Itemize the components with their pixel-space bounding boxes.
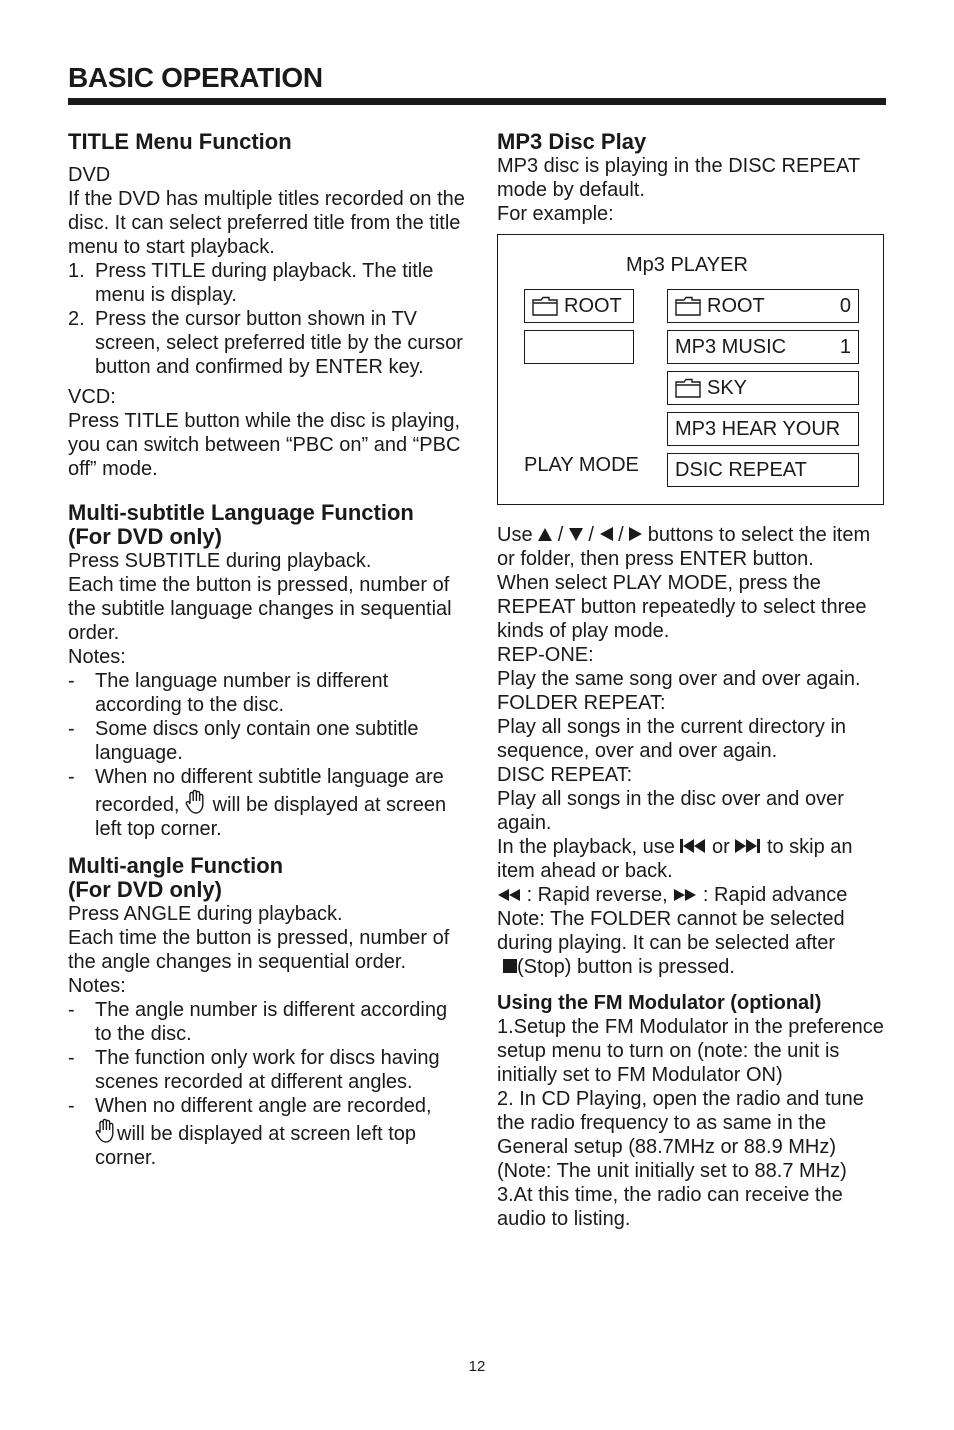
list-item: - When no different subtitle language are recorded, will be displayed at screen left top corner.: [68, 766, 447, 840]
vcd-text: Press TITLE button while the disc is playing, you can switch between “PBC on” and “PBC off” mode.: [68, 410, 461, 480]
title-menu-intro: If the DVD has multiple titles recorded on the disc. It can select preferred title from the title menu to start playback.: [68, 188, 465, 258]
fm-step-2: 2. In CD Playing, open the radio and tune the radio frequency to as same in the General setup (88.7MHz or 88.9 MHz) (Note: The unit initially set to 88.7 MHz): [497, 1088, 864, 1182]
dvd-label: DVD: [68, 164, 111, 186]
prohibited-hand-icon: [95, 1118, 117, 1144]
rewind-icon: [497, 889, 521, 901]
subtitle-line1: Press SUBTITLE during playback.: [68, 550, 372, 572]
rep-one-text: Play the same song over and over again.: [497, 668, 861, 690]
list-item: - The language number is different according to the disc.: [68, 670, 389, 716]
list-item: DSIC REPEAT: [667, 453, 859, 487]
folder-icon: [532, 296, 558, 316]
left-root-folder: ROOT: [524, 289, 634, 323]
disc-repeat-label: DISC REPEAT:: [497, 764, 633, 786]
list-item: - When no different angle are recorded, will be displayed at screen left top corner.: [68, 1095, 432, 1169]
list-item: MP3 HEAR YOUR: [667, 412, 859, 446]
list-item: 1. Press TITLE during playback. The title menu is display.: [68, 260, 434, 306]
list-item: - Some discs only contain one subtitle language.: [68, 718, 419, 764]
mp3-example-label: For example:: [497, 203, 614, 225]
rep-one-label: REP-ONE:: [497, 644, 594, 666]
list-item: MP3 MUSIC 1: [667, 330, 859, 364]
folder-repeat-text: Play all songs in the current directory in sequence, over and over again.: [497, 716, 847, 762]
stop-icon: [503, 959, 517, 973]
skip-previous-icon: [680, 839, 706, 853]
angle-line1: Press ANGLE during playback.: [68, 903, 343, 925]
fast-forward-icon: [673, 889, 697, 901]
mp3-player-diagram: [497, 234, 884, 505]
navigation-instructions: Use / / / buttons to select the item or folder, then press ENTER button.: [497, 524, 871, 570]
vcd-label: VCD:: [68, 386, 116, 408]
left-column: [68, 130, 468, 1170]
subtitle-line2: Each time the button is pressed, number of the subtitle language changes in sequential order.: [68, 574, 452, 644]
fm-step-1: 1.Setup the FM Modulator in the preference setup menu to turn on (note: the unit is initially set to FM Modulator ON): [497, 1016, 884, 1086]
subtitle-heading: Multi-subtitle Language Function: [68, 500, 414, 525]
list-item: 2. Press the cursor button shown in TV screen, select preferred title by the cursor button and confirmed by ENTER key.: [68, 308, 463, 378]
prohibited-hand-icon: [185, 789, 207, 815]
page-header-title: BASIC OPERATION: [68, 62, 323, 93]
left-empty-box: [524, 330, 634, 364]
subtitle-heading-sub: (For DVD only): [68, 524, 222, 549]
fm-step-3: 3.At this time, the radio can receive the audio to listing.: [497, 1184, 843, 1230]
title-menu-heading: TITLE Menu Function: [68, 129, 292, 154]
mp3-heading: MP3 Disc Play: [497, 129, 647, 154]
disc-repeat-text: Play all songs in the disc over and over again.: [497, 788, 844, 834]
folder-note: Note: The FOLDER cannot be selected during playing. It can be selected after: [497, 908, 845, 954]
skip-next-icon: [735, 839, 761, 853]
left-arrow-icon: [600, 527, 613, 541]
play-mode-label: PLAY MODE: [524, 454, 639, 476]
folder-icon: [675, 378, 701, 398]
list-item: - The angle number is different according to the disc.: [68, 999, 448, 1045]
stop-note: (Stop) button is pressed.: [497, 955, 892, 979]
folder-icon: [675, 296, 701, 316]
list-item: SKY: [667, 371, 859, 405]
angle-heading-sub: (For DVD only): [68, 877, 222, 902]
rapid-instructions: : Rapid reverse, : Rapid advance: [497, 883, 892, 907]
right-column: [497, 130, 892, 1231]
angle-heading: Multi-angle Function: [68, 853, 284, 878]
subtitle-notes-label: Notes:: [68, 646, 126, 668]
down-arrow-icon: [569, 528, 583, 541]
list-item: ROOT 0: [667, 289, 859, 323]
fm-heading: Using the FM Modulator (optional): [497, 992, 822, 1014]
mp3-player-title: Mp3 PLAYER: [626, 254, 748, 276]
page-number: 12: [468, 1358, 486, 1375]
angle-line2: Each time the button is pressed, number of the angle changes in sequential order.: [68, 927, 450, 973]
right-arrow-icon: [629, 527, 642, 541]
up-arrow-icon: [538, 528, 552, 541]
angle-notes-label: Notes:: [68, 975, 126, 997]
folder-repeat-label: FOLDER REPEAT:: [497, 692, 666, 714]
play-mode-instructions: When select PLAY MODE, press the REPEAT button repeatedly to select three kinds of play mode.: [497, 572, 867, 642]
list-item: - The function only work for discs having scenes recorded at different angles.: [68, 1047, 440, 1093]
skip-instructions: In the playback, use or to skip an item ahead or back.: [497, 836, 853, 882]
header-rule: [68, 98, 886, 105]
mp3-intro: MP3 disc is playing in the DISC REPEAT mode by default.: [497, 155, 860, 201]
